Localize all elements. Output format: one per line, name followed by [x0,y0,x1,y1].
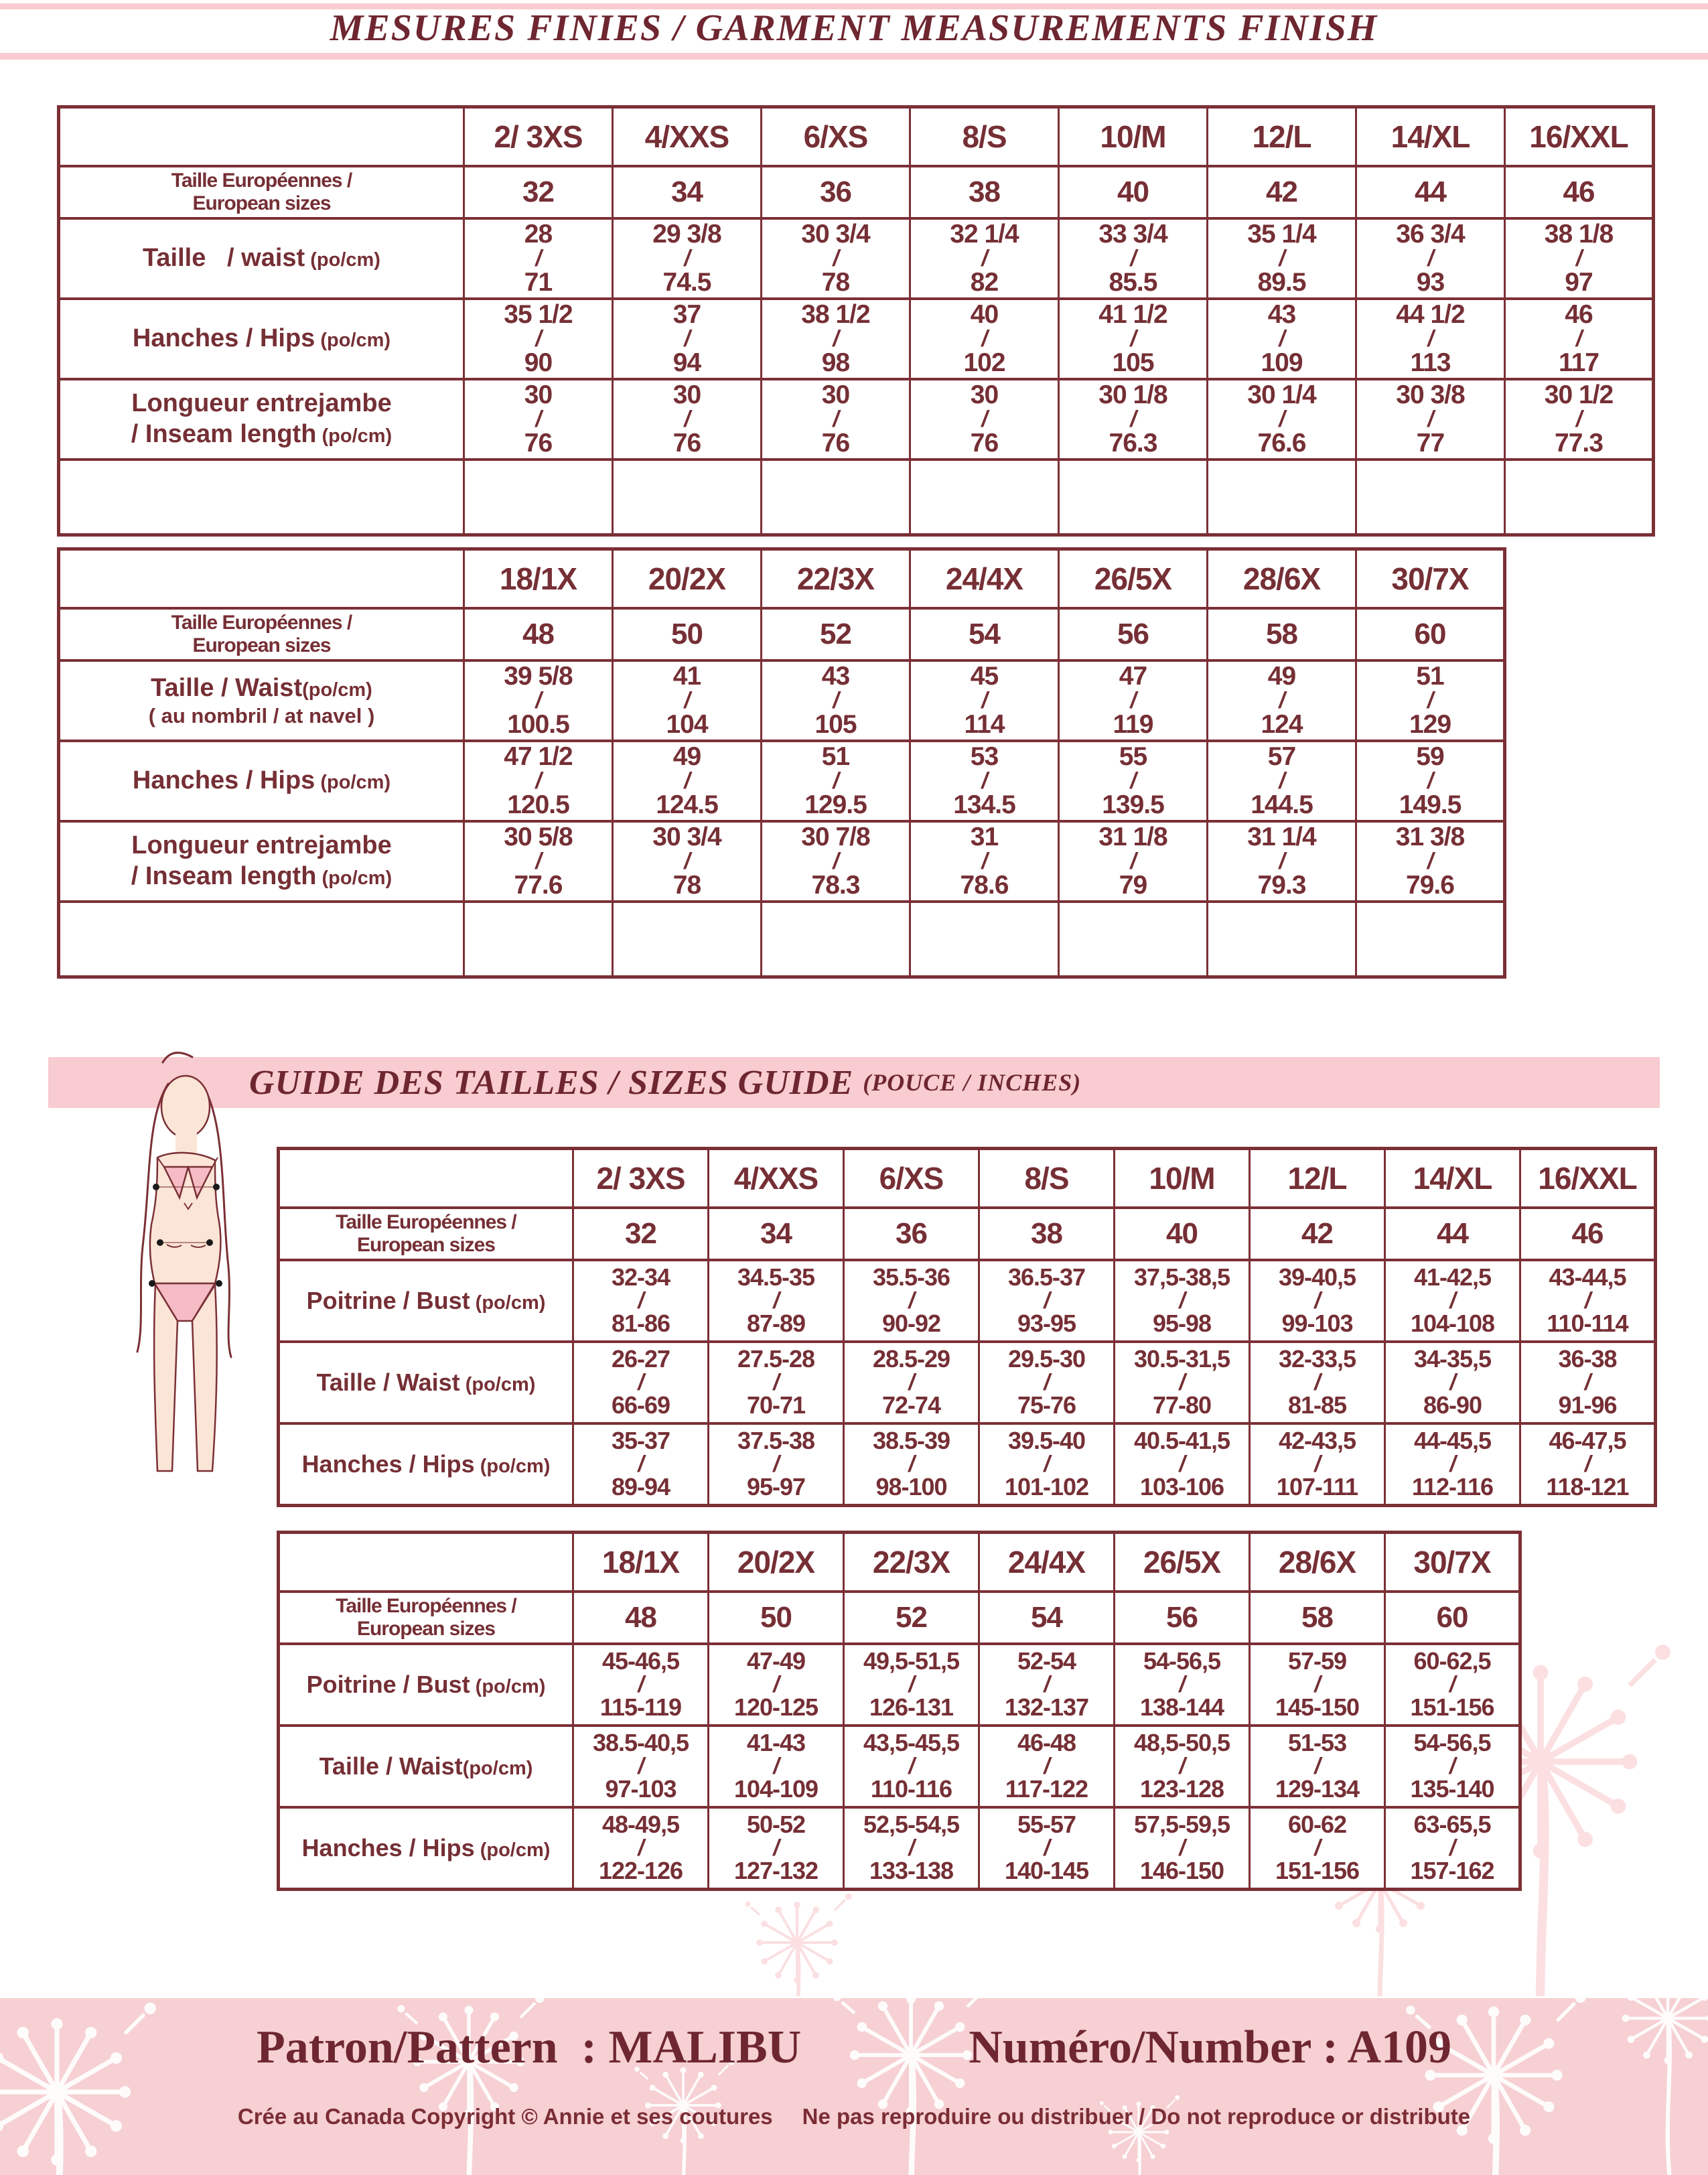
bust-value-cell: 57-59 / 145-150 [1250,1644,1385,1726]
european-size-cell: 44 [1385,1208,1520,1260]
hips-value-cell: 46 / 117 [1505,299,1654,379]
bust-value-cell: 36.5-37 / 93-95 [979,1260,1115,1342]
hips-value-cell: 60-62 / 151-156 [1250,1807,1385,1890]
waist-row-label: Taille / Waist(po/cm) ( au nombril / at navel ) [59,660,464,741]
hair-curl [163,1053,192,1062]
hips-value-cell: 35 1/2 / 90 [464,299,613,379]
inseam-value-cell: 31 / 78.6 [910,821,1059,902]
table-corner-cell [279,1149,573,1208]
footer-band [0,1998,1708,2175]
hips-value-cell: 44-45,5 / 112-116 [1385,1423,1520,1506]
inseam-value-cell: 30 7/8 / 78.3 [762,821,910,902]
bust-value-cell: 60-62,5 / 151-156 [1385,1644,1520,1726]
waist-value-cell: 54-56,5 / 135-140 [1385,1726,1520,1807]
waist-value-cell: 30.5-31,5 / 77-80 [1115,1342,1250,1423]
european-size-cell: 56 [1059,608,1208,660]
european-size-cell: 58 [1250,1592,1385,1644]
hips-value-cell: 48-49,5 / 122-126 [573,1807,709,1890]
size-header-cell: 12/L [1250,1149,1385,1208]
european-sizes-label: Taille Européennes / European sizes [59,608,464,660]
bust-value-cell: 37,5-38,5 / 95-98 [1115,1260,1250,1342]
copyright-text: Crée au Canada Copyright © Annie et ses coutures [237,2104,773,2129]
european-size-cell: 34 [613,166,762,218]
empty-cell [464,902,613,977]
empty-cell [613,902,762,977]
waist-value-cell: 43,5-45,5 / 110-116 [844,1726,979,1807]
european-size-cell: 50 [709,1592,844,1644]
empty-cell [910,902,1059,977]
size-header-cell: 6/XS [844,1149,979,1208]
pattern-name: Patron/Pattern : MALIBU [256,2022,802,2073]
european-size-cell: 34 [709,1208,844,1260]
sizes-guide-banner-subtitle: (POUCE / INCHES) [863,1069,1082,1096]
inseam-value-cell: 30 / 76 [613,379,762,460]
notice-text: Ne pas reproduire ou distribuer / Do not reproduce or distribute [802,2104,1471,2129]
empty-cell [59,460,464,535]
waist-value-cell: 30 3/4 / 78 [762,218,910,299]
inseam-value-cell: 30 1/4 / 76.6 [1208,379,1356,460]
empty-cell [1356,902,1505,977]
hips-value-cell: 37.5-38 / 95-97 [709,1423,844,1506]
empty-cell [1356,460,1505,535]
bust-value-cell: 32-34 / 81-86 [573,1260,709,1342]
size-header-cell: 30/7X [1385,1533,1520,1592]
hips-value-cell: 57,5-59,5 / 146-150 [1115,1807,1250,1890]
european-size-cell: 52 [844,1592,979,1644]
figure-head [161,1076,210,1137]
inseam-value-cell: 31 1/8 / 79 [1059,821,1208,902]
waist-value-cell: 41-43 / 104-109 [709,1726,844,1807]
european-size-cell: 58 [1208,608,1356,660]
inseam-value-cell: 30 3/8 / 77 [1356,379,1505,460]
european-size-cell: 36 [762,166,910,218]
size-header-cell: 20/2X [613,549,762,609]
european-size-cell: 54 [910,608,1059,660]
bust-value-cell: 39-40,5 / 99-103 [1250,1260,1385,1342]
european-sizes-label: Taille Européennes / European sizes [279,1208,573,1260]
table-corner-cell [279,1533,573,1592]
sizes-guide-small-table [277,1147,1657,1507]
waist-value-cell: 45 / 114 [910,660,1059,741]
european-size-cell: 46 [1505,166,1654,218]
waist-row-label: Taille / waist (po/cm) [59,218,464,299]
bust-row-label: Poitrine / Bust (po/cm) [279,1260,573,1342]
empty-cell [1208,902,1356,977]
european-size-cell: 54 [979,1592,1115,1644]
size-header-cell: 26/5X [1115,1533,1250,1592]
sizes-guide-banner [48,1057,1660,1108]
size-header-cell: 10/M [1059,107,1208,167]
size-header-cell: 24/4X [979,1533,1115,1592]
hips-value-cell: 35-37 / 89-94 [573,1423,709,1506]
inseam-value-cell: 30 5/8 / 77.6 [464,821,613,902]
bust-value-cell: 43-44,5 / 110-114 [1520,1260,1656,1342]
waist-value-cell: 28 / 71 [464,218,613,299]
waist-value-cell: 32-33,5 / 81-85 [1250,1342,1385,1423]
size-header-cell: 8/S [979,1149,1115,1208]
size-header-cell: 14/XL [1356,107,1505,167]
bust-value-cell: 34.5-35 / 87-89 [709,1260,844,1342]
european-size-cell: 60 [1356,608,1505,660]
european-sizes-label: Taille Européennes / European sizes [59,166,464,218]
bust-value-cell: 54-56,5 / 138-144 [1115,1644,1250,1726]
bust-value-cell: 35.5-36 / 90-92 [844,1260,979,1342]
hips-value-cell: 55 / 139.5 [1059,741,1208,821]
size-header-cell: 2/ 3XS [464,107,613,167]
hips-value-cell: 63-65,5 / 157-162 [1385,1807,1520,1890]
empty-cell [1059,460,1208,535]
sizes-guide-plus-table [277,1531,1522,1891]
empty-cell [1059,902,1208,977]
size-header-cell: 24/4X [910,549,1059,609]
size-header-cell: 26/5X [1059,549,1208,609]
empty-cell [1208,460,1356,535]
footer-copyright-line [0,2104,1708,2129]
waist-value-cell: 48,5-50,5 / 123-128 [1115,1726,1250,1807]
size-header-cell: 20/2X [709,1533,844,1592]
european-size-cell: 42 [1250,1208,1385,1260]
empty-cell [464,460,613,535]
size-header-cell: 12/L [1208,107,1356,167]
garment-measurements-plus-table [57,547,1506,979]
inseam-value-cell: 30 1/2 / 77.3 [1505,379,1654,460]
empty-cell [910,460,1059,535]
hips-value-cell: 42-43,5 / 107-111 [1250,1423,1385,1506]
garment-measurements-small-sizes [57,105,1655,537]
waist-value-cell: 46-48 / 117-122 [979,1726,1115,1807]
inseam-value-cell: 30 / 76 [762,379,910,460]
inseam-row-label: Longueur entrejambe / Inseam length (po/cm) [59,821,464,902]
european-size-cell: 52 [762,608,910,660]
sizes-guide-small-sizes [277,1147,1657,1507]
empty-cell [762,460,910,535]
waist-value-cell: 32 1/4 / 82 [910,218,1059,299]
garment-measurements-small-table [57,105,1655,537]
size-header-cell: 8/S [910,107,1059,167]
european-size-cell: 48 [573,1592,709,1644]
size-header-cell: 22/3X [844,1533,979,1592]
size-header-cell: 28/6X [1250,1533,1385,1592]
hips-value-cell: 57 / 144.5 [1208,741,1356,821]
european-size-cell: 38 [910,166,1059,218]
hips-row-label: Hanches / Hips (po/cm) [279,1807,573,1890]
inseam-value-cell: 30 / 76 [464,379,613,460]
european-size-cell: 50 [613,608,762,660]
size-header-cell: 22/3X [762,549,910,609]
hips-value-cell: 59 / 149.5 [1356,741,1505,821]
hips-value-cell: 40.5-41,5 / 103-106 [1115,1423,1250,1506]
waist-row-label: Taille / Waist(po/cm) [279,1726,573,1807]
hips-value-cell: 41 1/2 / 105 [1059,299,1208,379]
inseam-value-cell: 30 / 76 [910,379,1059,460]
size-header-cell: 16/XXL [1520,1149,1656,1208]
hips-value-cell: 38 1/2 / 98 [762,299,910,379]
waist-value-cell: 38 1/8 / 97 [1505,218,1654,299]
table-corner-cell [59,549,464,609]
hips-value-cell: 55-57 / 140-145 [979,1807,1115,1890]
bust-value-cell: 41-42,5 / 104-108 [1385,1260,1520,1342]
size-header-cell: 28/6X [1208,549,1356,609]
bust-value-cell: 52-54 / 132-137 [979,1644,1115,1726]
hips-row-label: Hanches / Hips (po/cm) [59,299,464,379]
waist-value-cell: 33 3/4 / 85.5 [1059,218,1208,299]
waist-value-cell: 34-35,5 / 86-90 [1385,1342,1520,1423]
size-header-cell: 14/XL [1385,1149,1520,1208]
body-figure-illustration [90,1042,271,1481]
garment-measurements-plus-sizes [57,547,1506,979]
title-underline-strip [0,53,1708,60]
waist-row-label: Taille / Waist (po/cm) [279,1342,573,1423]
hips-value-cell: 53 / 134.5 [910,741,1059,821]
empty-cell [1505,460,1654,535]
waist-value-cell: 39 5/8 / 100.5 [464,660,613,741]
waist-value-cell: 29.5-30 / 75-76 [979,1342,1115,1423]
inseam-value-cell: 30 1/8 / 76.3 [1059,379,1208,460]
waist-value-cell: 26-27 / 66-69 [573,1342,709,1423]
hips-value-cell: 52,5-54,5 / 133-138 [844,1807,979,1890]
waist-value-cell: 36 3/4 / 93 [1356,218,1505,299]
inseam-value-cell: 31 3/8 / 79.6 [1356,821,1505,902]
european-size-cell: 56 [1115,1592,1250,1644]
hips-value-cell: 37 / 94 [613,299,762,379]
size-header-cell: 18/1X [464,549,613,609]
empty-cell [762,902,910,977]
waist-value-cell: 29 3/8 / 74.5 [613,218,762,299]
european-size-cell: 36 [844,1208,979,1260]
sizes-guide-banner-title: GUIDE DES TAILLES / SIZES GUIDE [249,1063,854,1102]
table-corner-cell [59,107,464,167]
waist-value-cell: 27.5-28 / 70-71 [709,1342,844,1423]
size-header-cell: 2/ 3XS [573,1149,709,1208]
waist-value-cell: 47 / 119 [1059,660,1208,741]
european-size-cell: 38 [979,1208,1115,1260]
inseam-value-cell: 31 1/4 / 79.3 [1208,821,1356,902]
waist-value-cell: 51 / 129 [1356,660,1505,741]
inseam-value-cell: 30 3/4 / 78 [613,821,762,902]
waist-value-cell: 35 1/4 / 89.5 [1208,218,1356,299]
size-header-cell: 16/XXL [1505,107,1654,167]
waist-value-cell: 36-38 / 91-96 [1520,1342,1656,1423]
bust-value-cell: 47-49 / 120-125 [709,1644,844,1726]
european-size-cell: 32 [573,1208,709,1260]
size-header-cell: 18/1X [573,1533,709,1592]
waist-value-cell: 41 / 104 [613,660,762,741]
hips-row-label: Hanches / Hips (po/cm) [59,741,464,821]
waist-value-cell: 51-53 / 129-134 [1250,1726,1385,1807]
hips-value-cell: 43 / 109 [1208,299,1356,379]
hips-value-cell: 50-52 / 127-132 [709,1807,844,1890]
european-sizes-label: Taille Européennes / European sizes [279,1592,573,1644]
european-size-cell: 32 [464,166,613,218]
sizes-guide-plus-sizes [277,1531,1522,1891]
hips-value-cell: 49 / 124.5 [613,741,762,821]
size-header-cell: 10/M [1115,1149,1250,1208]
european-size-cell: 42 [1208,166,1356,218]
hips-value-cell: 38.5-39 / 98-100 [844,1423,979,1506]
size-header-cell: 6/XS [762,107,910,167]
hips-value-cell: 51 / 129.5 [762,741,910,821]
european-size-cell: 44 [1356,166,1505,218]
waist-value-cell: 43 / 105 [762,660,910,741]
waist-value-cell: 28.5-29 / 72-74 [844,1342,979,1423]
hips-value-cell: 46-47,5 / 118-121 [1520,1423,1656,1506]
waist-value-cell: 38.5-40,5 / 97-103 [573,1726,709,1807]
european-size-cell: 48 [464,608,613,660]
pattern-number: Numéro/Number : A109 [969,2022,1452,2073]
european-size-cell: 46 [1520,1208,1656,1260]
bust-value-cell: 45-46,5 / 115-119 [573,1644,709,1726]
size-header-cell: 4/XXS [709,1149,844,1208]
european-size-cell: 40 [1059,166,1208,218]
inseam-row-label: Longueur entrejambe / Inseam length (po/cm) [59,379,464,460]
footer-pattern-line [0,2021,1708,2075]
european-size-cell: 40 [1115,1208,1250,1260]
bust-row-label: Poitrine / Bust (po/cm) [279,1644,573,1726]
hips-value-cell: 40 / 102 [910,299,1059,379]
european-size-cell: 60 [1385,1592,1520,1644]
bust-value-cell: 49,5-51,5 / 126-131 [844,1644,979,1726]
hips-value-cell: 47 1/2 / 120.5 [464,741,613,821]
hips-value-cell: 44 1/2 / 113 [1356,299,1505,379]
size-header-cell: 30/7X [1356,549,1505,609]
empty-cell [59,902,464,977]
hips-row-label: Hanches / Hips (po/cm) [279,1423,573,1506]
waist-value-cell: 49 / 124 [1208,660,1356,741]
page-title: MESURES FINIES / GARMENT MEASUREMENTS FINISH [330,7,1378,49]
size-header-cell: 4/XXS [613,107,762,167]
empty-cell [613,460,762,535]
hips-value-cell: 39.5-40 / 101-102 [979,1423,1115,1506]
